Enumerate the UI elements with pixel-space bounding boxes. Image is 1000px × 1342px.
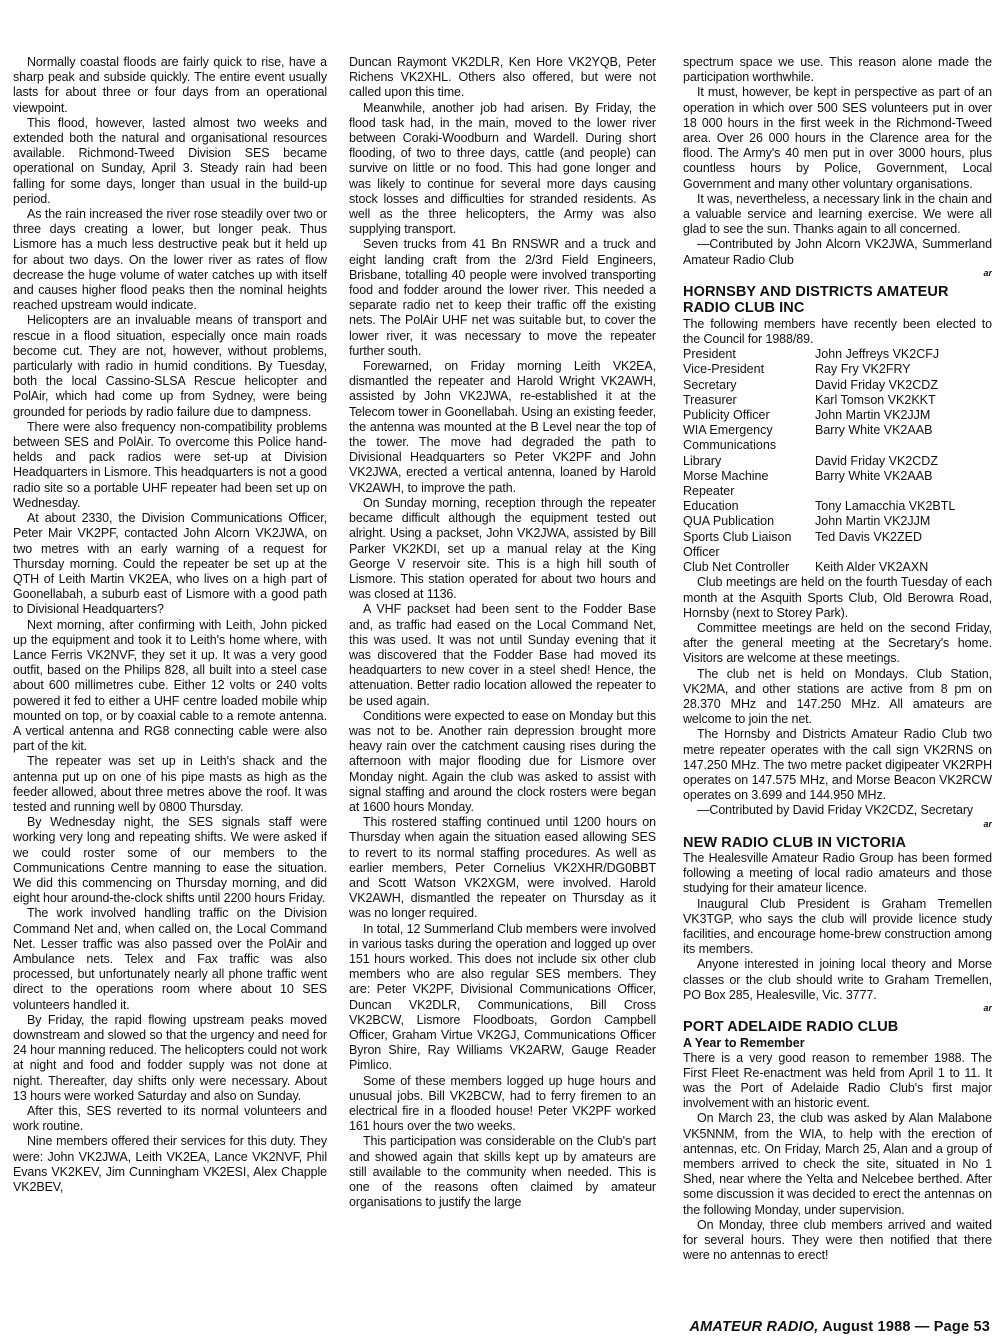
officer-name: Keith Alder VK2AXN [815, 560, 929, 575]
end-mark: ar [983, 267, 992, 278]
officer-row [683, 454, 992, 469]
paragraph: Nine members offered their services for this duty. They were: John VK2JWA, Leith VK2EA, Lance VK2NVF, Phil Evans VK2KEV, Jim Cunningham VK2ESI, Alex Chapple VK2BEV, [13, 1134, 327, 1195]
officer-name: John Martin VK2JJM [815, 514, 931, 529]
paragraph: Normally coastal floods are fairly quick to rise, have a sharp peak and subside quickly. The entire event usually lasts for about three or four days from an operational viewpoint. [13, 55, 327, 115]
paragraph: Next morning, after confirming with Leith, John picked up the equipment and took it to Leith's home where, with Lance Ferris VK2NVF, they set it up. It was a very good outfit, based on the Philips 828, all built into a steel case about 600 millimetres cube. Either 12 volts or 240 volts powered it fed to either a UHF centre loaded mobile whip mounted on top, or by coaxial cable to a remote antenna. A vertical antenna and RG8 connecting cable were also part of the kit. [13, 617, 327, 754]
paragraph: By Friday, the rapid flowing upstream peaks moved downstream and slowed so that the urgency and need for 24 hour manning reduced. The helicopters could not work at night and food and fodder supply was not done at night. Thereafter, day shifts only were necessary. About 13 hours were worked Saturday and also on Sunday. [13, 1012, 327, 1103]
officer-name: Karl Tomson VK2KKT [815, 392, 936, 407]
officer-name: John Martin VK2JJM [815, 408, 931, 423]
officers-list [683, 347, 992, 575]
end-mark: ar [983, 1003, 992, 1014]
paragraph: Seven trucks from 41 Bn RNSWR and a truck and eight landing craft from the 2/3rd Field Engineers, Brisbane, totalling 40 people were involved transporting food and fodder around the lower river. This needed a separate radio net to keep their traffic off the existing nets. The PolAir UHF net was suitable but, to cover the lower river, it was necessary to move the repeater further south. [349, 237, 656, 358]
magazine-name: AMATEUR RADIO, [689, 1319, 819, 1335]
officer-name: Barry White VK2AAB [815, 468, 933, 483]
paragraph: Club meetings are held on the fourth Tuesday of each month at the Asquith Sports Club, Old Berowra Road, Hornsby (next to Storey Park). [683, 575, 992, 620]
column-3 [683, 55, 992, 1310]
paragraph: Forewarned, on Friday morning Leith VK2EA, dismantled the repeater and Harold Wright VK2AWH, assisted by John VK2JWA, re-established it at the Telecom tower in Goonellabah. Using an existing feeder, the antenna was mounted at the B Level near the top of the tower. The move had degraded the path to Divisional Headquarters so Peter VK2PF and John VK2JWA, erected a vertical antenna, loaned by Harold VK2AWH, to improve the path. [349, 359, 656, 495]
officer-role: President [683, 347, 736, 362]
paragraph: Meanwhile, another job had arisen. By Friday, the flood task had, in the main, moved to the lower river between Coraki-Woodburn and Wardell. During short flooding, of two to three days, cattle (and people) can survive on little or no food. This had gone longer and was likely to continue for several more days causing stock losses and difficulties for stranded residents. As well as the three helicopters, the Army was also supplying transport. [349, 100, 656, 237]
paragraph: As the rain increased the river rose steadily over two or three days creating a lower, but longer peak. Thus Lismore has a much less destructive peak but it held up for about two days. On the lower river as rates of flow decrease the huge volume of water catches up with itself and causes higher flood peaks then the nominal heights reached upstream would indicate. [13, 207, 327, 313]
paragraph: Conditions were expected to ease on Monday but this was not to be. Another rain depression brought more heavy rain over the catchment causing rises during the afternoon with major flooding due for Lismore over Monday night. Again the club was asked to assist with signal staffing and around the clock rosters were began at 1600 hours Monday. [349, 708, 656, 814]
paragraph: Anyone interested in joining local theory and Morse classes or the club should write to Graham Tremellen, PO Box 285, Healesville, Vic. 3777. [683, 957, 992, 1002]
section-heading-hornsby: HORNSBY AND DISTRICTS AMATEUR RADIO CLUB INC [683, 283, 949, 317]
continued-paragraph: Duncan Raymont VK2DLR, Ken Hore VK2YQB, Peter Richens VK2XHL. Others also offered, but were not called upon this time. [349, 55, 656, 100]
officer-role: Vice-President [683, 362, 765, 377]
paragraph: This rostered staffing continued until 1200 hours on Thursday when again the situation eased allowing SES to revert to its normal staffing procedures. As well as earlier members, Peter Cornelius VK2XHR/DG0BBT and Scott Watson VK2XGM, were involved. Harold VK2AWH, dismantled the repeater on Thursday as it was no longer required. [349, 815, 656, 921]
paragraph: Committee meetings are held on the second Friday, after the general meeting at the Secretary's home. Visitors are welcome at these meetings. [683, 620, 992, 666]
officer-role: QUA Publication [683, 514, 775, 529]
officer-row [683, 378, 992, 393]
paragraph: This flood, however, lasted almost two weeks and extended both the natural and organisational resources available. Richmond-Tweed Division SES became operational on Sunday, April 3. Steady rain had been falling for some days, longer than usual in the build-up period. [13, 115, 327, 206]
officer-role: Treasurer [683, 392, 737, 407]
officers-table [683, 347, 992, 575]
paragraph: On March 23, the club was asked by Alan Malabone VK5NNM, from the WIA, to help with the erection of antennas, etc. On Friday, March 25, Alan and a group of members arrived to check the site, situated in No 1 Shed, near where the Yelta and Nelcebee berthed. After some discussion it was decided to erect the antennas on the following Monday, under supervision. [683, 1111, 992, 1217]
officer-row [683, 499, 992, 514]
end-mark: ar [983, 818, 992, 829]
officer-role: Morse Machine Repeater [683, 468, 769, 499]
paragraph: A VHF packset had been sent to the Fodder Base and, as traffic had eased on the Local Command Net, this was used. It was not until Sunday evening that it was discovered that the Fodder Base had moved its headquarters to new cover in a steel shed! Hence, the attenuation. Better radio location allowed the repeater to be used again. [349, 602, 656, 708]
page-number: — Page 53 [914, 1319, 990, 1335]
paragraph: There were also frequency non-compatibility problems between SES and PolAir. To overcome this Police hand-helds and pack radios were set-up at Division Headquarters in Lismore. This headquarters is not a good radio site so a portable UHF repeater had been set up on Wednesday. [13, 419, 327, 510]
officer-role: Publicity Officer [683, 408, 770, 423]
officer-name: Ted Davis VK2ZED [815, 529, 922, 544]
paragraph: At about 2330, the Division Communications Officer, Peter Mair VK2PF, contacted John Alcorn VK2JWA, on two metres with an early warning of a request for Thursday morning. Could the repeater be set up at the QTH of Leith Martin VK2EA, who lives on a high part of Goonellabah, a suburb east of Lismore with a good path to Divisional Headquarters? [13, 511, 327, 617]
officer-row [683, 362, 992, 377]
officer-row [683, 408, 992, 423]
paragraph: On Monday, three club members arrived and waited for several hours. They were then notified that there were no antennas to erect! [683, 1217, 992, 1263]
paragraph: Helicopters are an invaluable means of transport and rescue in a flood situation, especially once main roads become cut. They are not, however, without problems, particularly with radio in humid conditions. By Tuesday, both the local Cassino-SLSA Rescue helicopter and PolAir, which had come up from Sydney, were being grounded for periods by radio failure due to dampness. [13, 313, 327, 419]
paragraph: On Sunday morning, reception through the repeater became difficult although the equipment tested out alright. Using a packset, John VK2JWA, assisted by Bill Parker VK2KDI, set up a manual relay at the King George V reservoir site. This is a high hill south of Lismore. This station operated for about two hours and was closed at 1136. [349, 495, 656, 602]
column-2 [349, 55, 656, 1310]
officer-name: Barry White VK2AAB [815, 423, 933, 438]
paragraph: The following members have recently been elected to the Council for 1988/89. [683, 316, 992, 347]
paragraph: The repeater was set up in Leith's shack and the antenna put up on one of his pipe masts as high as the feeder allowed, about three metres above the roof. It was tested and running well by 0800 Thursday. [13, 754, 327, 814]
officer-role: WIA Emergency Communications [683, 423, 777, 453]
issue-date: August 1988 [822, 1319, 911, 1335]
officer-name: David Friday VK2CDZ [815, 377, 938, 392]
officer-role: Sports Club Liaison Officer [683, 529, 792, 559]
officer-role: Education [683, 499, 739, 514]
section-heading-victoria: NEW RADIO CLUB IN VICTORIA [683, 834, 907, 851]
officer-row [683, 393, 992, 408]
column-1 [13, 55, 327, 1310]
officer-row [683, 560, 992, 575]
paragraph: It was, nevertheless, a necessary link in the chain and a valuable service and learning exercise. We were all glad to see the sun. Thanks again to all concerned. [683, 191, 992, 237]
paragraph: The Hornsby and Districts Amateur Radio Club two metre repeater operates with the call sign VK2RNS on 147.250 MHz. The two metre packet digipeater VK2RPH operates on 147.575 MHz, and Morse Beacon VK2RCW operates on 3.699 and 144.950 MHz. [683, 727, 992, 803]
officer-name: John Jeffreys VK2CFJ [815, 347, 940, 362]
officer-role: Library [683, 453, 722, 468]
paragraph: The work involved handling traffic on the Division Command Net and, when called on, the Local Command Net. Lesser traffic was also passed over the PolAir and Ambulance nets. Telex and Fax traffic was also processed, but unfortunately nearly all phone traffic went direct to the operations room where about 10 SES volunteers handled it. [13, 906, 327, 1012]
paragraph: In total, 12 Summerland Club members were involved in various tasks during the operation and logged up over 151 hours worked. This does not include six other club members who are also regular SES members. They are: Peter VK2PF, Divisional Communications Officer, Duncan VK2DLR, Communications, Bill Cross VK2BCW, Lismore Floodboats, Gordon Campbell Officer, Graham Virtue VK2GJ, Communications Officer Byron Shire, Ray Williams VK2ARW, Gauge Reader Pimlico. [349, 921, 656, 1073]
officer-row [683, 347, 992, 362]
officer-name: Tony Lamacchia VK2BTL [815, 499, 956, 514]
paragraph: It must, however, be kept in perspective as part of an operation in which over 500 SES volunteers put in over 18 000 hours in the first week in the Richmond-Tweed area. Over 26 000 hours in the Clarence area for the flood. The Army's 40 men put in over 3000 hours, plus countless hours by Police, Government, Local Government and many other voluntary organisations. [683, 85, 992, 191]
officer-role: Club Net Controller [683, 560, 790, 575]
paragraph: There is a very good reason to remember 1988. The First Fleet Re-enactment was held from April 1 to 11. It was the Port of Adelaide Radio Club's first major involvement with an historic event. [683, 1050, 992, 1111]
officer-row [683, 469, 992, 499]
contributor-credit: —Contributed by David Friday VK2CDZ, Secretary [697, 803, 974, 818]
officer-row [683, 423, 992, 453]
paragraph: The club net is held on Mondays. Club Station, VK2MA, and other stations are active from 8 pm on 28.370 MHz and 147.250 MHz. All amateurs are welcome to join the net. [683, 666, 992, 727]
continued-paragraph: spectrum space we use. This reason alone made the participation worthwhile. [683, 55, 992, 85]
paragraph: This participation was considerable on the Club's part and showed again that skills kept up by amateurs are still available to the community when needed. This is one of the reasons often claimed by amateur organisations to justify the large [349, 1134, 656, 1210]
officer-name: David Friday VK2CDZ [815, 453, 938, 468]
paragraph: After this, SES reverted to its normal volunteers and work routine. [13, 1104, 327, 1134]
paragraph: The Healesville Amateur Radio Group has been formed following a meeting of local radio amateurs and those studying for their amateur licence. [683, 851, 992, 896]
section-subheading: A Year to Remember [683, 1035, 805, 1050]
paragraph: By Wednesday night, the SES signals staff were working very long and repeating shifts. We were asked if we could roster some of our members to the Communications Centre manning to ease the situation. We did this commencing on Thursday morning, and did eight hour around-the-clock shifts until 2200 hours Friday. [13, 815, 327, 906]
officer-row [683, 514, 992, 529]
paragraph: Inaugural Club President is Graham Tremellen VK3TGP, who says the club will provide licence study facilities, and encourage home-brew construction among its members. [683, 896, 992, 957]
officer-name: Ray Fry VK2FRY [815, 362, 911, 377]
officer-row [683, 530, 992, 560]
paragraph: Some of these members logged up huge hours and unusual jobs. Bill VK2BCW, had to ferry firemen to an electrical fire in a flooded house! Peter VK2PF worked 161 hours over the two weeks. [349, 1073, 656, 1134]
section-heading-port-adelaide: PORT ADELAIDE RADIO CLUB [683, 1019, 899, 1036]
contributor-credit: —Contributed by John Alcorn VK2JWA, Summerland Amateur Radio Club [683, 237, 992, 267]
page-footer [600, 1319, 990, 1335]
officer-role: Secretary [683, 377, 737, 392]
